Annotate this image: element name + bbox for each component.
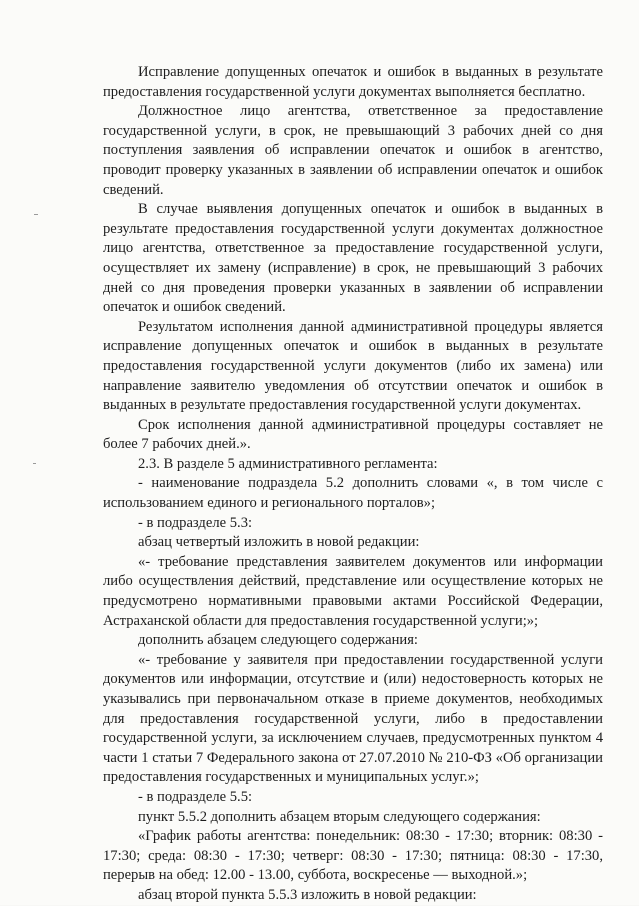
paragraph: Срок исполнения данной административной процедуры составляет не более 7 рабочих дней.». <box>103 416 603 453</box>
paragraph: - в подразделе 5.3: <box>138 514 253 531</box>
paragraph: абзац четвертый изложить в новой редакции: <box>138 534 420 551</box>
paragraph: - в подразделе 5.5: <box>138 788 253 805</box>
paragraph: В случае выявления допущенных опечаток и ошибок в выданных в результате предоставления государственной услуги документах должностное лицо агентства, ответственное за предоставление государственной услуги, осуществляет их замену (исправление) в срок, не превышающий 3 рабочих дней со дня проведения проверки указанных в заявлении об исправлении опечаток и ошибок сведений. <box>103 201 603 316</box>
scan-speck <box>34 214 38 215</box>
paragraph: абзац второй пункта 5.5.3 изложить в новой редакции: <box>138 886 477 903</box>
paragraph: - наименование подраздела 5.2 дополнить словами «, в том числе с использованием единого и регионального порталов»; <box>103 475 603 512</box>
paragraph: Результатом исполнения данной административной процедуры является исправление допущенных опечаток и ошибок в выданных в результате предоставления государственной услуги документов (либо их замена) или направление заявителю уведомления об отсутствии опечаток и ошибок в выданных в результате предоставления государственной услуги документах. <box>103 318 603 414</box>
paragraph: «График работы агентства: понедельник: 08:30 - 17:30; вторник: 08:30 - 17:30; среда: 08:30 - 17:30; четверг: 08:30 - 17:30; пятница: 08:30 - 17:30, перерыв на обед: 12.00 - 13.00, суббота, воскресенье — выходной.»; <box>103 828 603 884</box>
paragraph: дополнить абзацем следующего содержания: <box>138 632 418 649</box>
scan-speck <box>33 463 36 464</box>
paragraph: «- требование представления заявителем документов или информации либо осуществления действий, представление или осуществление которых не предусмотрено нормативными правовыми актами Российской Федерации, Астраханской области для предоставления государственной услуги;»; <box>103 553 603 629</box>
document-body <box>103 61 603 906</box>
paragraph: «- требование у заявителя при предоставлении государственной услуги документов или информации, отсутствие и (или) недостоверность которых не указывались при первоначальном отказе в приеме документов, необходимых для предоставления государственной услуги, либо в предоставлении государственной услуги, за исключением случаев, предусмотренных пунктом 4 части 1 статьи 7 Федерального закона от 27.07.2010 № 210-ФЗ «Об организации предоставления государственных и муниципальных услуг.»; <box>103 651 603 786</box>
paragraph: пункт 5.5.2 дополнить абзацем вторым следующего содержания: <box>138 808 541 825</box>
paragraph: Должностное лицо агентства, ответственное за предоставление государственной услуги, в срок, не превышающий 3 рабочих дней со дня поступления заявления об исправлении опечаток и ошибок в агентство, проводит проверку указанных в заявлении об исправлении опечаток и ошибок сведений. <box>103 103 603 198</box>
paragraph: Исправление допущенных опечаток и ошибок в выданных в результате предоставления государственной услуги документах выполняется бесплатно. <box>103 64 603 100</box>
paragraph: 2.3. В разделе 5 административного регламента: <box>138 455 438 472</box>
